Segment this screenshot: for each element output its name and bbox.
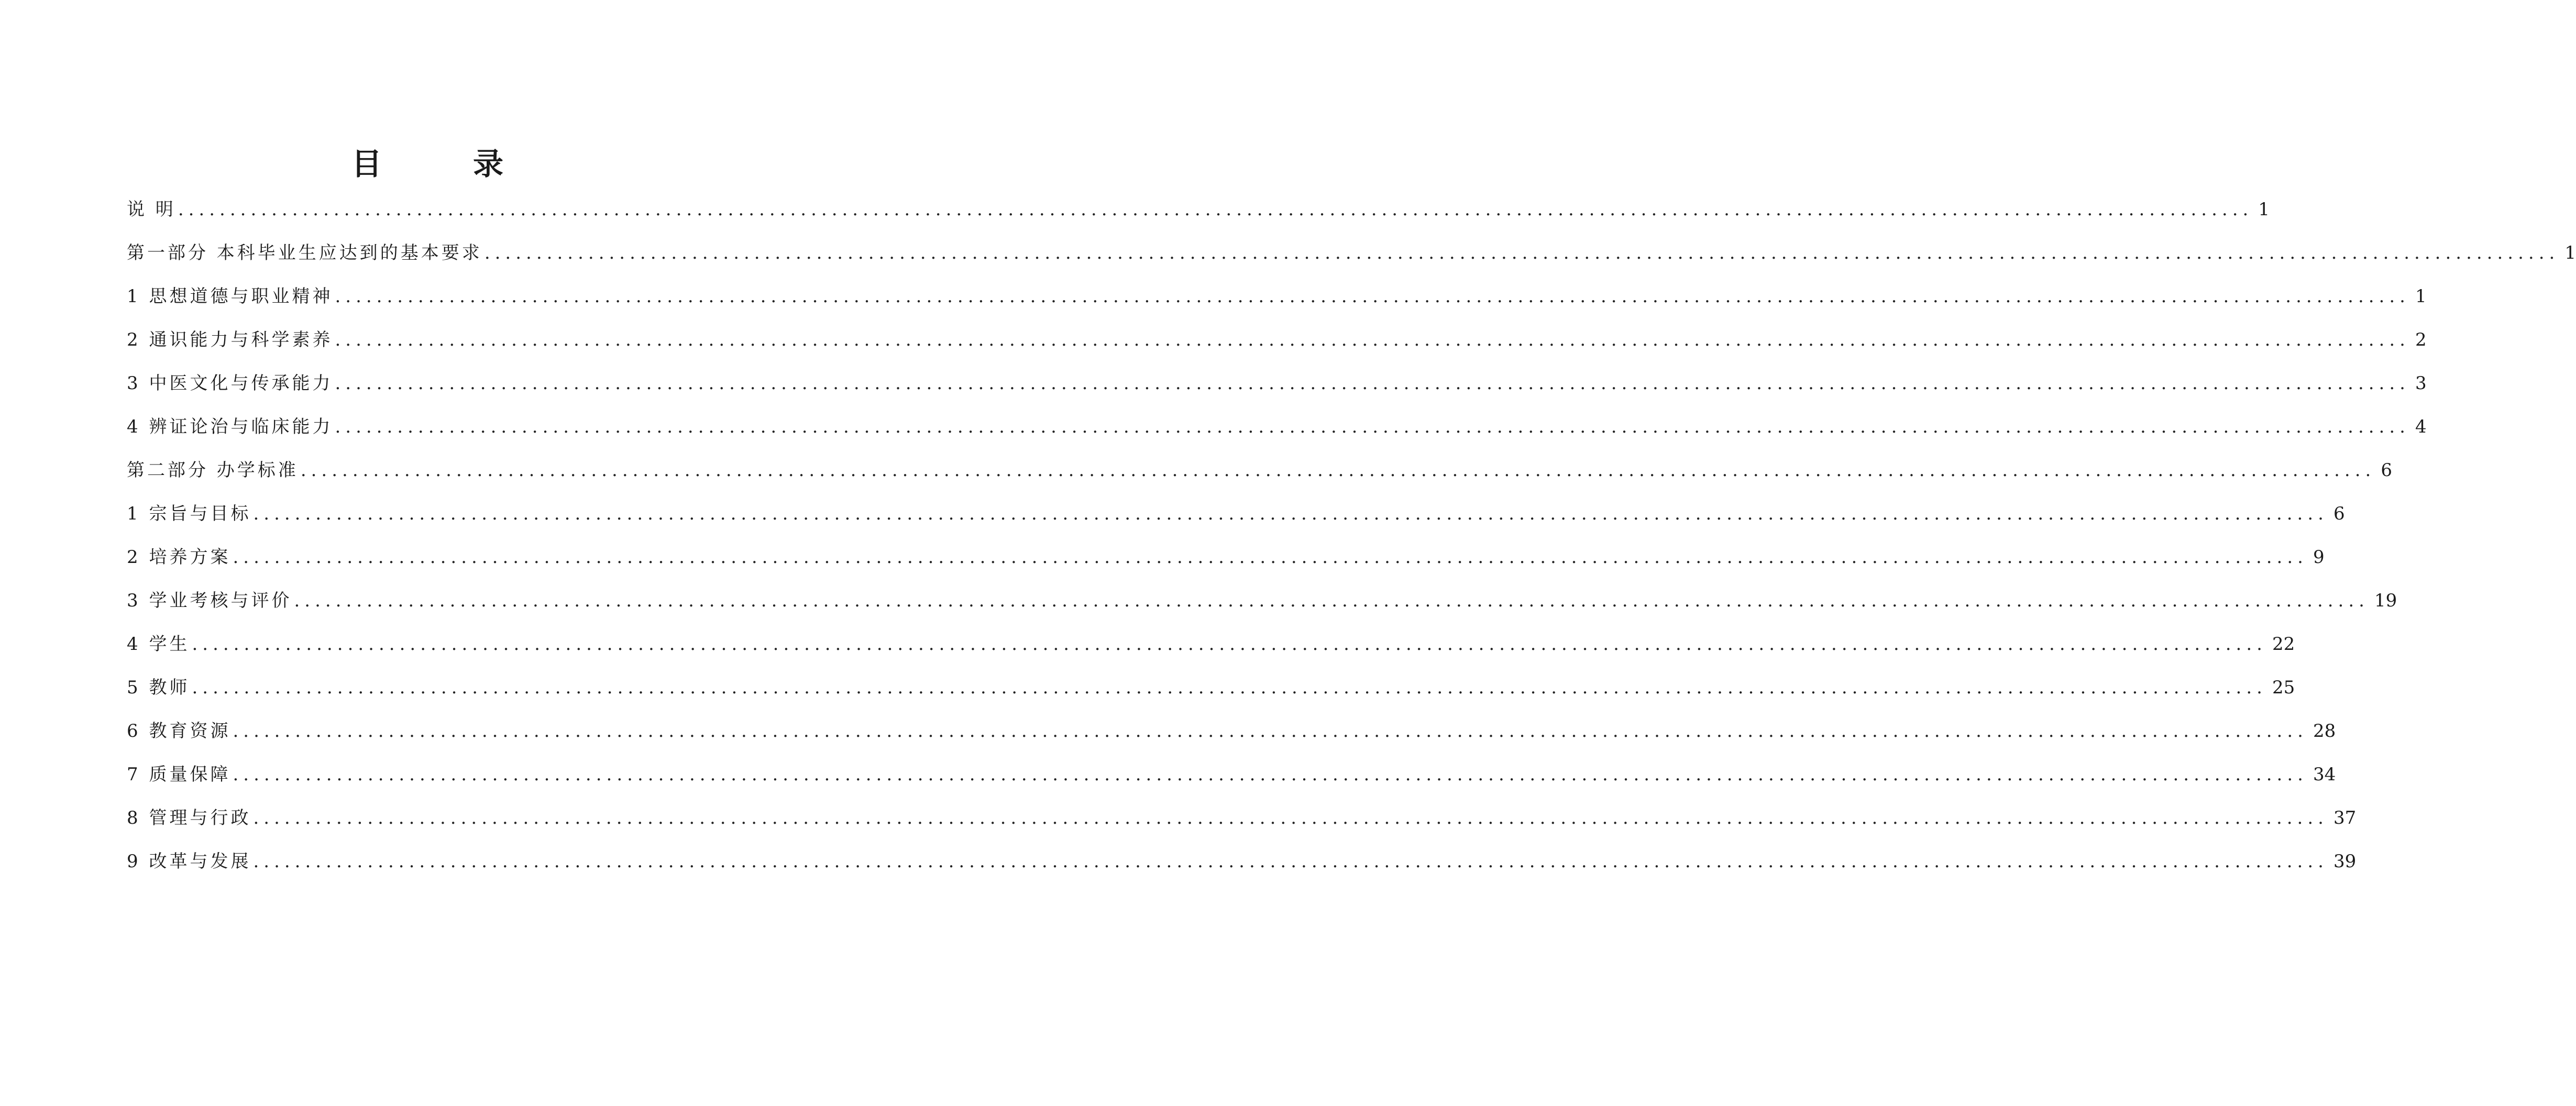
toc-entry[interactable] bbox=[127, 541, 2325, 585]
toc-leader-dots: ........................................................................................................................................................................................................ bbox=[192, 634, 2267, 655]
toc-entry-label: 第二部分 办学标准 bbox=[127, 460, 299, 481]
toc-entry-page: 1 bbox=[2564, 242, 2576, 263]
toc-entry-page: 37 bbox=[2333, 808, 2357, 828]
toc-entry-label: 2 通识能力与科学素养 bbox=[127, 329, 333, 350]
toc-entry-page: 22 bbox=[2272, 634, 2295, 655]
toc-leader-dots: ........................................................................................................................................................................................................ bbox=[233, 764, 2308, 785]
toc-leader-dots: ........................................................................................................................................................................................................ bbox=[192, 677, 2267, 698]
toc-entry-page: 3 bbox=[2415, 373, 2427, 394]
toc-entry[interactable] bbox=[127, 715, 2336, 759]
toc-entry-page: 1 bbox=[2415, 286, 2427, 307]
toc-entry[interactable] bbox=[127, 585, 2397, 628]
toc-entry-label: 4 学生 bbox=[127, 634, 190, 655]
toc-leader-dots: ........................................................................................................................................................................................................ bbox=[233, 547, 2308, 568]
toc-entry-label: 2 培养方案 bbox=[127, 547, 231, 568]
toc-entry[interactable] bbox=[127, 324, 2427, 368]
toc-entry[interactable] bbox=[127, 672, 2295, 715]
toc-entry[interactable] bbox=[127, 281, 2427, 324]
toc-entry-page: 6 bbox=[2333, 503, 2345, 524]
toc-entry-page: 39 bbox=[2333, 851, 2357, 872]
toc-entry-label: 1 宗旨与目标 bbox=[127, 503, 251, 524]
toc-leader-dots: ........................................................................................................................................................................................................ bbox=[484, 242, 2560, 263]
toc-entry[interactable] bbox=[127, 498, 2345, 541]
toc-leader-dots: ........................................................................................................................................................................................................ bbox=[335, 373, 2410, 394]
toc-leader-dots: ........................................................................................................................................................................................................ bbox=[335, 286, 2410, 307]
toc-entry-label: 7 质量保障 bbox=[127, 764, 231, 785]
toc-entry[interactable] bbox=[127, 368, 2427, 411]
toc-entry-page: 25 bbox=[2272, 677, 2295, 698]
toc-entry[interactable] bbox=[127, 194, 2270, 237]
toc-entry-label: 说 明 bbox=[127, 199, 176, 220]
toc-leader-dots: ........................................................................................................................................................................................................ bbox=[300, 460, 2376, 481]
toc-entry-page: 19 bbox=[2374, 590, 2397, 611]
toc-entry-label: 6 教育资源 bbox=[127, 721, 231, 742]
toc-entry[interactable] bbox=[127, 411, 2427, 455]
page-title: 目 录 bbox=[351, 146, 534, 182]
toc-entry-page: 9 bbox=[2313, 547, 2325, 568]
table-of-contents bbox=[127, 194, 2576, 889]
toc-entry-label: 3 学业考核与评价 bbox=[127, 590, 292, 611]
toc-entry[interactable] bbox=[127, 846, 2357, 889]
toc-leader-dots: ........................................................................................................................................................................................................ bbox=[178, 199, 2253, 220]
toc-leader-dots: ........................................................................................................................................................................................................ bbox=[294, 590, 2369, 611]
toc-entry-label: 9 改革与发展 bbox=[127, 851, 251, 872]
toc-entry-label: 3 中医文化与传承能力 bbox=[127, 373, 333, 394]
toc-entry-page: 4 bbox=[2415, 416, 2427, 437]
toc-entry-page: 28 bbox=[2313, 721, 2336, 742]
toc-leader-dots: ........................................................................................................................................................................................................ bbox=[335, 416, 2410, 437]
toc-entry-label: 1 思想道德与职业精神 bbox=[127, 286, 333, 307]
toc-entry-page: 34 bbox=[2313, 764, 2336, 785]
toc-entry[interactable] bbox=[127, 759, 2336, 802]
toc-entry-page: 6 bbox=[2381, 460, 2392, 481]
toc-entry-label: 第一部分 本科毕业生应达到的基本要求 bbox=[127, 242, 482, 263]
toc-entry[interactable] bbox=[127, 455, 2392, 498]
toc-leader-dots: ........................................................................................................................................................................................................ bbox=[335, 329, 2410, 350]
toc-leader-dots: ........................................................................................................................................................................................................ bbox=[233, 721, 2308, 742]
toc-entry-label: 8 管理与行政 bbox=[127, 808, 251, 828]
toc-entry-label: 4 辨证论治与临床能力 bbox=[127, 416, 333, 437]
toc-leader-dots: ........................................................................................................................................................................................................ bbox=[253, 851, 2328, 872]
toc-entry-page: 1 bbox=[2258, 199, 2270, 220]
toc-leader-dots: ........................................................................................................................................................................................................ bbox=[253, 808, 2328, 828]
toc-entry-label: 5 教师 bbox=[127, 677, 190, 698]
toc-entry-page: 2 bbox=[2415, 329, 2427, 350]
toc-entry[interactable] bbox=[127, 628, 2295, 672]
toc-entry[interactable] bbox=[127, 802, 2357, 846]
toc-entry[interactable] bbox=[127, 237, 2576, 281]
toc-leader-dots: ........................................................................................................................................................................................................ bbox=[253, 503, 2328, 524]
